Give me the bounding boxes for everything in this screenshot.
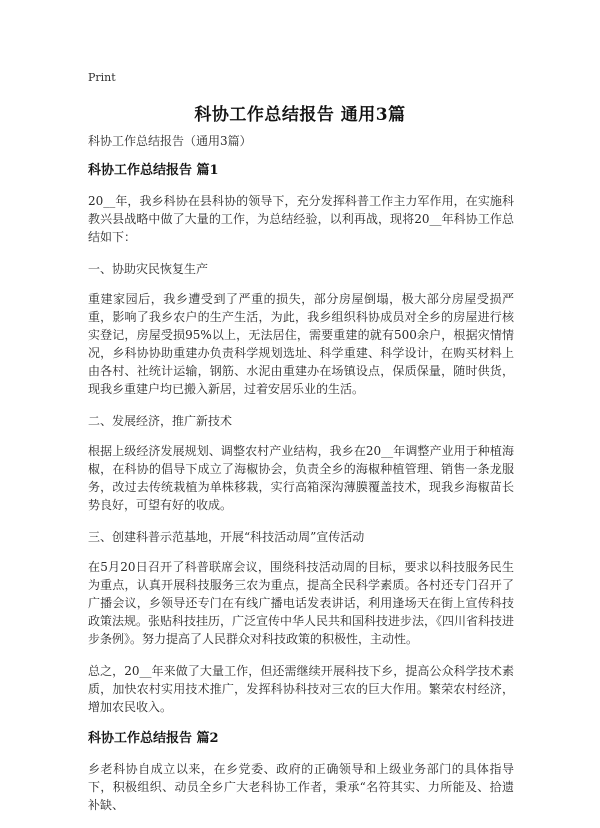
section-1-intro: 20__年，我乡科协在县科协的领导下，充分发挥科普工作主力军作用，在实施科教兴县战略中做了大量的工作，为总结经验，以利再战，现将20__年科协工作总结如下： xyxy=(88,194,514,244)
item-body-1: 重建家园后，我乡遭受到了严重的损失，部分房屋倒塌，极大部分房屋受损严重，影响了我乡农户的生产生活，为此，我乡组织科协成员对全乡的房屋进行核实登记，房屋受损95%以上，无法居住，需要重建的就有500余户，根据灾情情况，乡科协协助重建办负责科学规划选址、科学重建、科学设计，在购买材料上由各村、社统计运输，钢筋、水泥由重建办在场镇设点，保质保量，随时供货，现我乡重建户均已搬入新居，过着安居乐业的生活。 xyxy=(88,292,514,396)
section-2-intro: 乡老科协自成立以来，在乡党委、政府的正确领导和上级业务部门的具体指导下，积极组织、动员全乡广大老科协工作者，秉承“名符其实、力所能及、拾遗补缺、 xyxy=(88,762,514,812)
item-heading-2: 二、发展经济，推广新技术 xyxy=(88,414,233,428)
section-heading-1: 科协工作总结报告 篇1 xyxy=(88,163,219,178)
document-body xyxy=(88,132,514,828)
item-heading-3: 三、创建科普示范基地，开展“科技活动周”宣传活动 xyxy=(88,530,365,544)
section-1-closing: 总之，20__年来做了大量工作，但还需继续开展科技下乡，提高公众科学技术素质，加快农村实用技术推广，发挥科协科技对三农的巨大作用。繁荣农村经济，增加农民收入。 xyxy=(88,664,514,714)
document-title: 科协工作总结报告 通用3篇 xyxy=(194,105,406,125)
item-heading-1: 一、协助灾民恢复生产 xyxy=(88,262,209,276)
print-label[interactable]: Print xyxy=(88,71,116,84)
item-body-2: 根据上级经济发展规划、调整农村产业结构，我乡在20__年调整产业用于种植海椒，在科协的倡导下成立了海椒协会，负责全乡的海椒种植管理、销售一条龙服务，改过去传统栽植为单株移栽，实行高箱深沟薄膜覆盖技术，现我乡海椒苗长势良好，可望有好的收成。 xyxy=(88,444,514,512)
item-body-3: 在5月20日召开了科普联席会议，围绕科技活动周的目标，要求以科技服务民生为重点，认真开展科技服务三农为重点，提高全民科学素质。各村还专门召开了广播会议，乡领导还专门在有线广播电话发表讲话，利用逢场天在街上宣传科技政策法规。张贴科技挂历，广泛宣传中华人民共和国科技进步法，《四川省科技进步条例》。努力提高了人民群众对科技政策的积极性，主动性。 xyxy=(88,560,515,646)
section-heading-2: 科协工作总结报告 篇2 xyxy=(88,731,219,746)
document-subtitle: 科协工作总结报告（通用3篇） xyxy=(88,134,252,148)
